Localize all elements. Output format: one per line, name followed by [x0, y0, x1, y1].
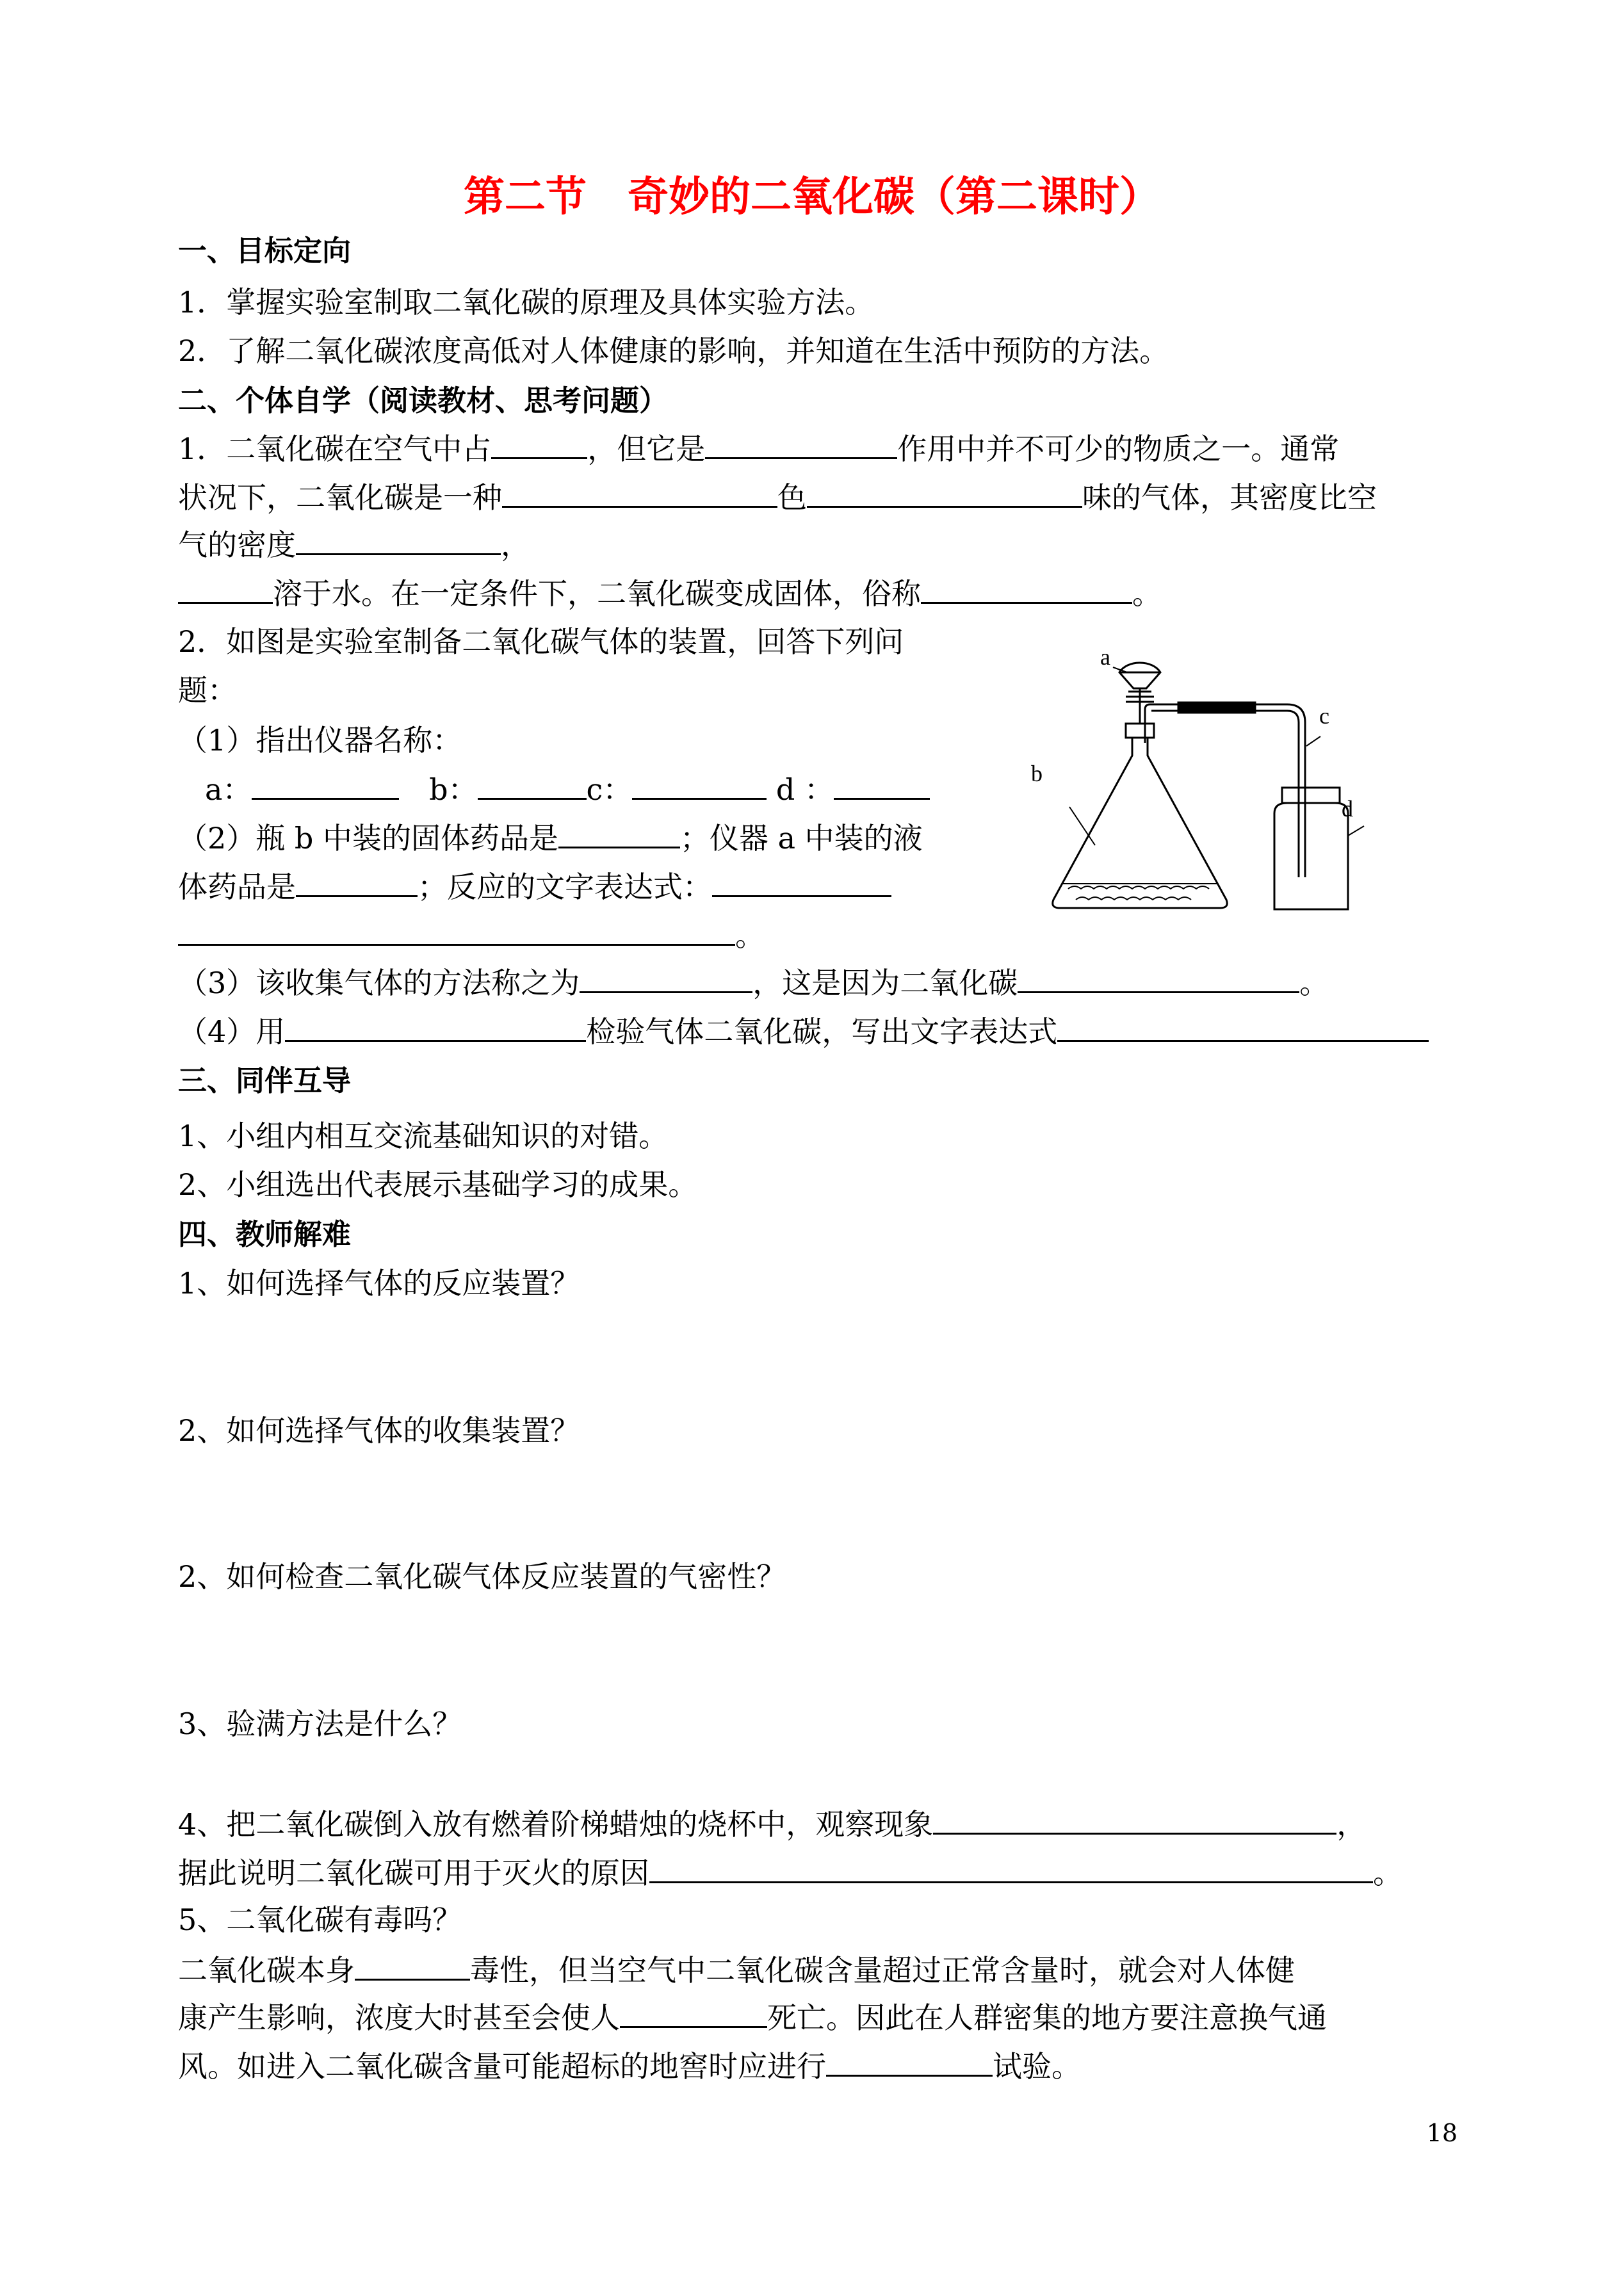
- q1-text-g: 气的密度: [178, 528, 296, 562]
- q2-text-j: 检验气体二氧化碳，写出文字表达式: [586, 1014, 1058, 1049]
- answer-blank[interactable]: [178, 917, 735, 946]
- answer-blank[interactable]: [252, 771, 399, 800]
- answer-blank[interactable]: [921, 575, 1132, 604]
- answer-blank[interactable]: [1057, 1013, 1429, 1042]
- teacher-item-5-line-1: [178, 1806, 1366, 1842]
- section-heading-self-study: 二、个体自学（阅读教材、思考问题）: [178, 384, 669, 418]
- question-2-intro-line-2: 题：: [178, 673, 237, 708]
- q1-text-e: 色: [777, 480, 807, 515]
- answer-blank[interactable]: [502, 479, 777, 508]
- answer-blank[interactable]: [580, 964, 752, 993]
- goal-item-2: 2．了解二氧化碳浓度高低对人体健康的影响，并知道在生活中预防的方法。: [178, 334, 1169, 368]
- q2-text-a: （2）瓶 b 中装的固体药品是: [178, 821, 558, 856]
- q1-text-c: 作用中并不可少的物质之一。通常: [897, 432, 1340, 466]
- teacher-item-4: 3、验满方法是什么？: [178, 1707, 462, 1741]
- label-b: b：: [429, 772, 478, 807]
- answer-blank[interactable]: [705, 430, 897, 459]
- section-heading-goals: 一、目标定向: [178, 234, 352, 268]
- q1-text-i: 溶于水。在一定条件下，二氧化碳变成固体，俗称: [273, 576, 921, 611]
- answer-blank[interactable]: [933, 1806, 1336, 1835]
- bottle-d-shape: [1274, 803, 1348, 909]
- page-number: 18: [1426, 2119, 1458, 2147]
- q5-text-e: 风。如进入二氧化碳含量可能超标的地窖时应进行: [178, 2049, 826, 2084]
- q1-text-h: ，: [501, 528, 530, 562]
- q1-text-f: 味的气体，其密度比空: [1082, 480, 1377, 515]
- diagram-label-a: a: [1100, 653, 1110, 670]
- q1-text-j: 。: [1132, 576, 1162, 611]
- q5-text-b: 毒性，但当空气中二氧化碳含量超过正常含量时，就会对人体健: [470, 1953, 1295, 1988]
- answer-blank[interactable]: [826, 2048, 993, 2077]
- q4-text-c: 据此说明二氧化碳可用于灭火的原因: [178, 1856, 649, 1890]
- answer-blank[interactable]: [178, 575, 273, 604]
- q2-text-c: 体药品是: [178, 870, 296, 904]
- peer-item-1: 1、小组内相互交流基础知识的对错。: [178, 1119, 669, 1153]
- answer-blank[interactable]: [649, 1854, 1373, 1883]
- peer-item-2: 2、小组选出代表展示基础学习的成果。: [178, 1167, 698, 1202]
- q2-text-h: 。: [1299, 966, 1329, 1000]
- question-2-apparatus-names: [205, 771, 930, 807]
- q1-text-a: 1．二氧化碳在空气中占: [178, 432, 492, 466]
- q2-text-d: ；反应的文字表达式：: [418, 870, 712, 904]
- flask-b-shape: [1053, 738, 1228, 908]
- teacher-item-6-line-2: [178, 1999, 1327, 2036]
- q1-text-d: 状况下，二氧化碳是一种: [178, 480, 502, 515]
- teacher-item-2: 2、如何选择气体的收集装置？: [178, 1413, 580, 1448]
- teacher-item-3: 2、如何检查二氧化碳气体反应装置的气密性？: [178, 1559, 786, 1594]
- q4-text-a: 4、把二氧化碳倒入放有燃着阶梯蜡烛的烧杯中，观察现象: [178, 1807, 934, 1842]
- answer-blank[interactable]: [1018, 964, 1299, 993]
- co2-apparatus-diagram: [1018, 653, 1377, 929]
- question-1-line-2: [178, 479, 1377, 515]
- answer-blank[interactable]: [355, 1952, 470, 1981]
- question-2-sub-1: （1）指出仪器名称：: [178, 723, 462, 758]
- teacher-item-1: 1、如何选择气体的反应装置？: [178, 1266, 580, 1301]
- answer-blank[interactable]: [620, 1999, 767, 2028]
- diagram-label-d: d: [1342, 796, 1353, 822]
- teacher-item-6: 5、二氧化碳有毒吗？: [178, 1902, 462, 1937]
- question-1-line-1: [178, 430, 1339, 467]
- section-heading-peer: 三、同伴互导: [178, 1064, 352, 1098]
- question-1-line-4: [178, 575, 1162, 612]
- goal-item-1: 1．掌握实验室制取二氧化碳的原理及具体实验方法。: [178, 285, 875, 320]
- question-2-sub-4: [178, 1013, 1429, 1050]
- q5-text-a: 二氧化碳本身: [178, 1953, 355, 1988]
- q4-text-d: 。: [1373, 1856, 1402, 1890]
- answer-blank[interactable]: [834, 771, 930, 800]
- answer-blank[interactable]: [285, 1013, 586, 1042]
- section-heading-teacher: 四、教师解难: [178, 1217, 352, 1251]
- answer-blank[interactable]: [712, 868, 891, 897]
- answer-blank[interactable]: [296, 526, 501, 555]
- answer-blank[interactable]: [296, 868, 418, 897]
- q2-text-f: （3）该收集气体的方法称之为: [178, 966, 580, 1000]
- q2-text-i: （4）用: [178, 1014, 286, 1049]
- question-2-sub-2-line-2: [178, 868, 891, 905]
- question-2-sub-2-line-3: [178, 917, 765, 953]
- question-2-sub-3: [178, 964, 1329, 1001]
- q5-text-f: 试验。: [993, 2049, 1081, 2084]
- question-1-line-3: [178, 526, 530, 563]
- teacher-item-6-line-3: [178, 2048, 1081, 2084]
- answer-blank[interactable]: [558, 820, 680, 848]
- diagram-label-c: c: [1319, 703, 1329, 729]
- page-title: 第二节 奇妙的二氧化碳（第二课时）: [464, 174, 1160, 221]
- answer-blank[interactable]: [807, 479, 1082, 508]
- label-a: a：: [205, 772, 252, 807]
- answer-blank[interactable]: [491, 430, 587, 459]
- q2-text-g: ，这是因为二氧化碳: [752, 966, 1018, 1000]
- q2-text-e: 。: [735, 918, 765, 953]
- label-c: c：: [586, 772, 633, 807]
- teacher-item-5-line-2: [178, 1854, 1402, 1891]
- q4-text-b: ，: [1336, 1807, 1367, 1842]
- q5-text-d: 死亡。因此在人群密集的地方要注意换气通: [767, 2000, 1327, 2035]
- funnel-a-shape: [1119, 663, 1160, 688]
- answer-blank[interactable]: [478, 771, 587, 800]
- label-d: d ：: [775, 772, 834, 807]
- q5-text-c: 康产生影响，浓度大时甚至会使人: [178, 2000, 620, 2035]
- diagram-label-b: b: [1031, 761, 1043, 786]
- answer-blank[interactable]: [632, 771, 767, 800]
- q2-text-b: ；仪器 a 中装的液: [679, 821, 923, 856]
- teacher-item-6-line-1: [178, 1952, 1295, 1988]
- question-2-intro-line-1: 2．如图是实验室制备二氧化碳气体的装置，回答下列问: [178, 624, 904, 659]
- question-2-sub-2-line-1: [178, 820, 923, 856]
- q1-text-b: ，但它是: [587, 432, 706, 466]
